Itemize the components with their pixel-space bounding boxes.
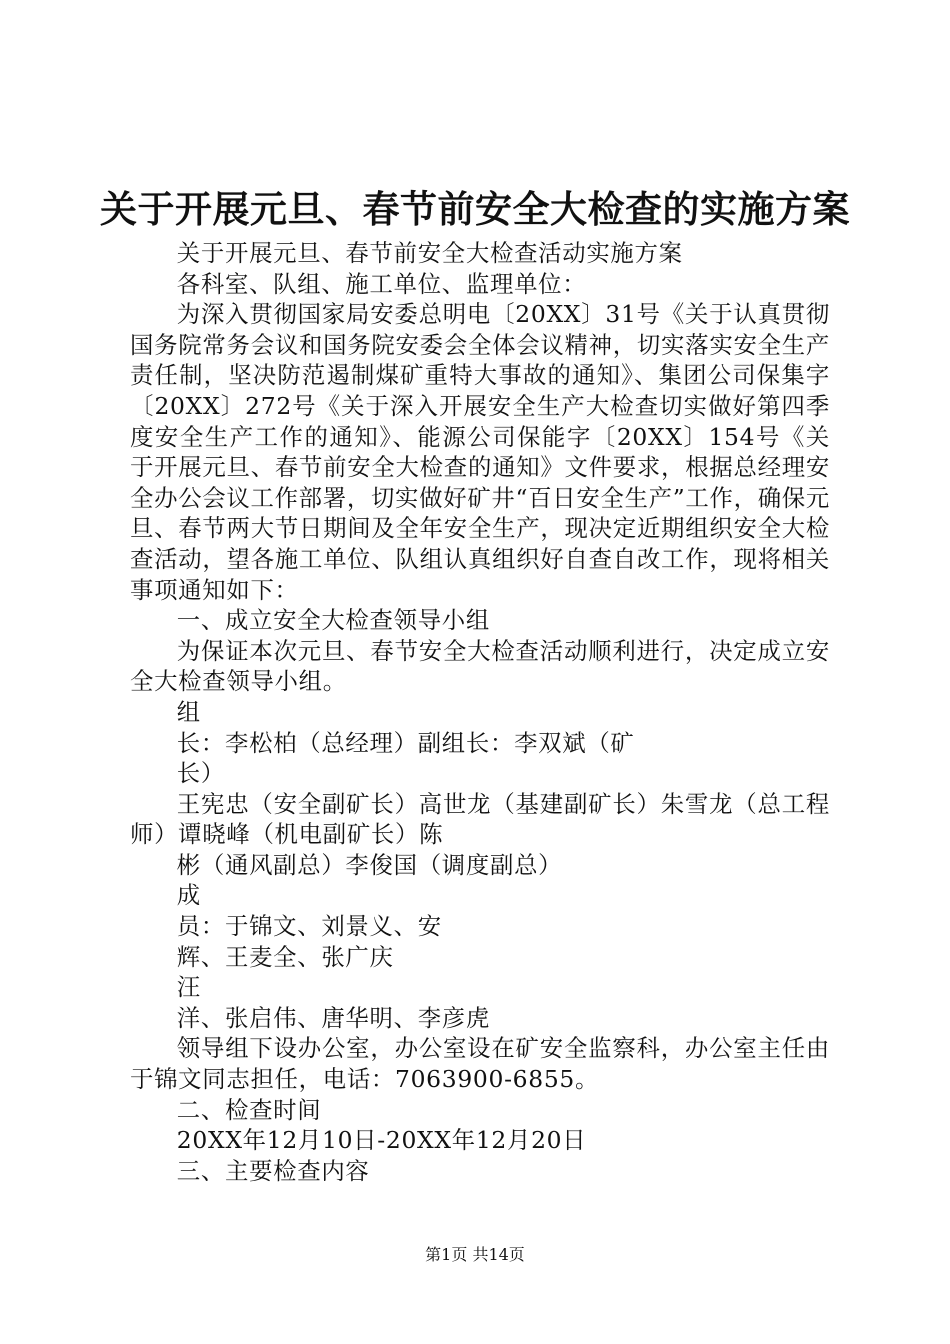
paragraph: 为深入贯彻国家局安委总明电〔20XX〕31号《关于认真贯彻国务院常务会议和国务院安委会全体会议精神，切实落实安全生产责任制，坚决防范遏制煤矿重特大事故的通知》、集团公司保集字〔20XX〕272号《关于深入开展安全生产大检查切实做好第四季度安全生产工作的通知》、能源公司保能字〔20XX〕154号《关于开展元旦、春节前安全大检查的通知》文件要求，根据总经理安全办公会议工作部署，切实做好矿井“百日安全生产”工作，确保元旦、春节两大节日期间及全年安全生产，现决定近期组织安全大检查活动，望各施工单位、队组认真组织好自查自改工作，现将相关事项通知如下： bbox=[130, 300, 830, 604]
paragraph: 洋、张启伟、唐华明、李彦虎 bbox=[176, 1003, 490, 1032]
paragraph: 组 bbox=[176, 697, 201, 726]
paragraph: 一、成立安全大检查领导小组 bbox=[176, 606, 490, 635]
document-title: 关于开展元旦、春节前安全大检查的实施方案 bbox=[100, 188, 850, 231]
paragraph: 各科室、队组、施工单位、监理单位： bbox=[176, 269, 587, 298]
paragraph: 王宪忠（安全副矿长）高世龙（基建副矿长）朱雪龙（总工程师）谭晓峰（机电副矿长）陈 bbox=[130, 789, 830, 849]
paragraph: 长） bbox=[176, 759, 225, 788]
paragraph: 辉、王麦全、张广庆 bbox=[176, 942, 394, 971]
paragraph: 成 bbox=[176, 881, 201, 910]
document-body bbox=[130, 238, 830, 1186]
paragraph: 汪 bbox=[176, 973, 201, 1002]
paragraph: 长：李松柏（总经理）副组长：李双斌（矿 bbox=[176, 728, 635, 757]
page-number: 第1页 共14页 bbox=[425, 1245, 525, 1264]
paragraph: 关于开展元旦、春节前安全大检查活动实施方案 bbox=[176, 239, 683, 267]
paragraph: 员：于锦文、刘景义、安 bbox=[176, 912, 442, 941]
paragraph: 二、检查时间 bbox=[176, 1095, 322, 1124]
paragraph: 三、主要检查内容 bbox=[176, 1156, 370, 1185]
paragraph: 为保证本次元旦、春节安全大检查活动顺利进行，决定成立安全大检查领导小组。 bbox=[130, 636, 830, 696]
paragraph: 领导组下设办公室，办公室设在矿安全监察科，办公室主任由于锦文同志担任，电话：7063900-6855。 bbox=[130, 1034, 830, 1094]
paragraph: 彬（通风副总）李俊国（调度副总） bbox=[176, 850, 563, 879]
paragraph: 20XX年12月10日-20XX年12月20日 bbox=[176, 1126, 587, 1155]
